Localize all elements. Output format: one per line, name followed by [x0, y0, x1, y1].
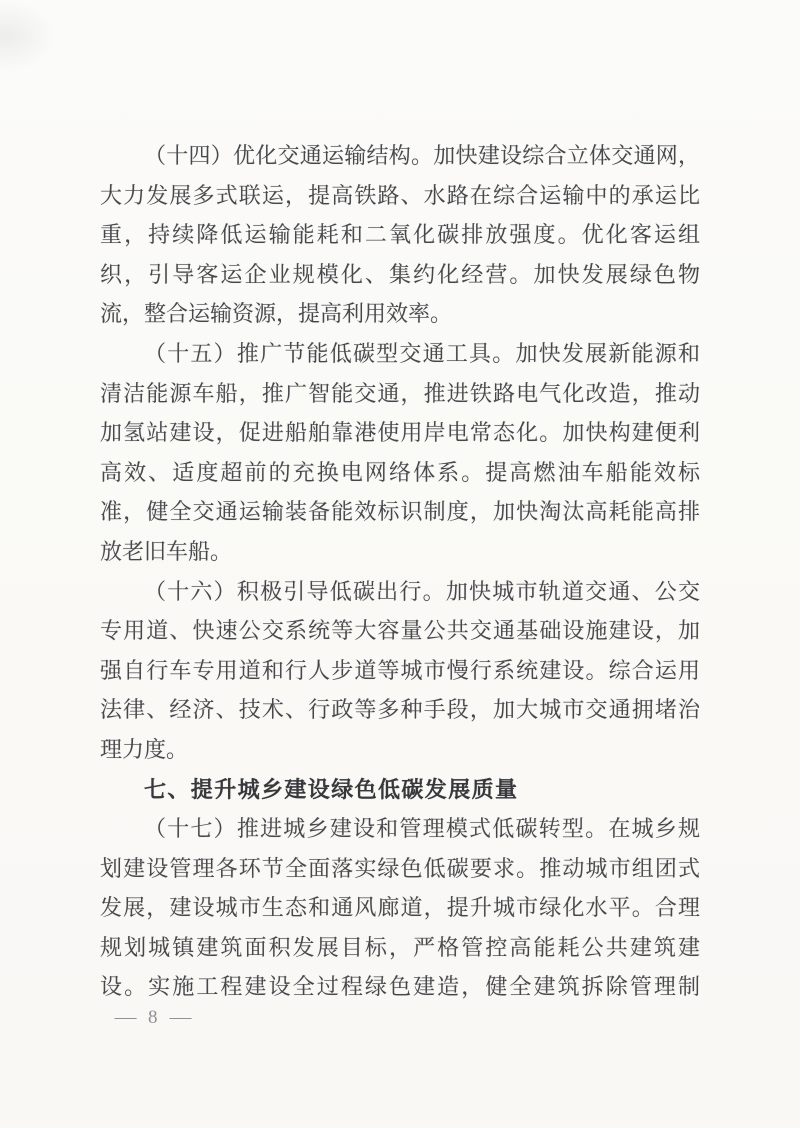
text-line: （十四）优化交通运输结构。加快建设综合立体交通网， — [144, 143, 700, 168]
document-body — [100, 136, 700, 1007]
page-footer — [116, 1005, 190, 1031]
page-number: 8 — [148, 1007, 158, 1028]
text-line: 清洁能源车船，推广智能交通，推进铁路电气化改造，推动 — [100, 380, 700, 406]
text-line: 流，整合运输资源，提高利用效率。 — [100, 301, 453, 327]
text-line: 强自行车专用道和行人步道等城市慢行系统建设。综合运用 — [100, 657, 700, 683]
text-line: （十七）推进城乡建设和管理模式低碳转型。在城乡规 — [144, 816, 700, 842]
para-14 — [100, 136, 700, 334]
text-line: 七、提升城乡建设绿色低碳发展质量 — [144, 776, 519, 802]
heading-section-7 — [100, 770, 700, 810]
text-line: 设。实施工程建设全过程绿色建造，健全建筑拆除管理制 — [100, 974, 700, 1000]
text-line: 高效、适度超前的充换电网络体系。提高燃油车船能效标 — [100, 459, 700, 485]
text-line: 规划城镇建筑面积发展目标，严格管控高能耗公共建筑建 — [100, 934, 700, 960]
text-line: （十六）积极引导低碳出行。加快城市轨道交通、公交 — [144, 578, 700, 604]
para-16 — [100, 572, 700, 770]
footer-right-dash: — — [169, 1007, 191, 1028]
text-line: 划建设管理各环节全面落实绿色低碳要求。推动城市组团式 — [100, 855, 700, 881]
text-line: 发展，建设城市生态和通风廊道，提升城市绿化水平。合理 — [100, 895, 700, 921]
text-line: 加氢站建设，促进船舶靠港使用岸电常态化。加快构建便利 — [100, 420, 700, 446]
para-17 — [100, 809, 700, 1007]
text-line: 理力度。 — [100, 736, 189, 762]
text-line: 专用道、快速公交系统等大容量公共交通基础设施建设，加 — [100, 618, 700, 644]
text-line: 准，健全交通运输装备能效标识制度，加快淘汰高耗能高排 — [100, 499, 700, 525]
footer-left-dash: — — [114, 1007, 137, 1028]
text-line: 织，引导客运企业规模化、集约化经营。加快发展绿色物 — [100, 261, 700, 287]
text-line: 重，持续降低运输能耗和二氧化碳排放强度。优化客运组 — [100, 222, 700, 248]
text-line: （十五）推广节能低碳型交通工具。加快发展新能源和 — [144, 340, 700, 366]
text-line: 大力发展多式联运，提高铁路、水路在综合运输中的承运比 — [100, 182, 700, 208]
text-line: 放老旧车船。 — [100, 538, 233, 564]
para-15 — [100, 334, 700, 572]
text-line: 法律、经济、技术、行政等多种手段，加大城市交通拥堵治 — [100, 697, 700, 723]
